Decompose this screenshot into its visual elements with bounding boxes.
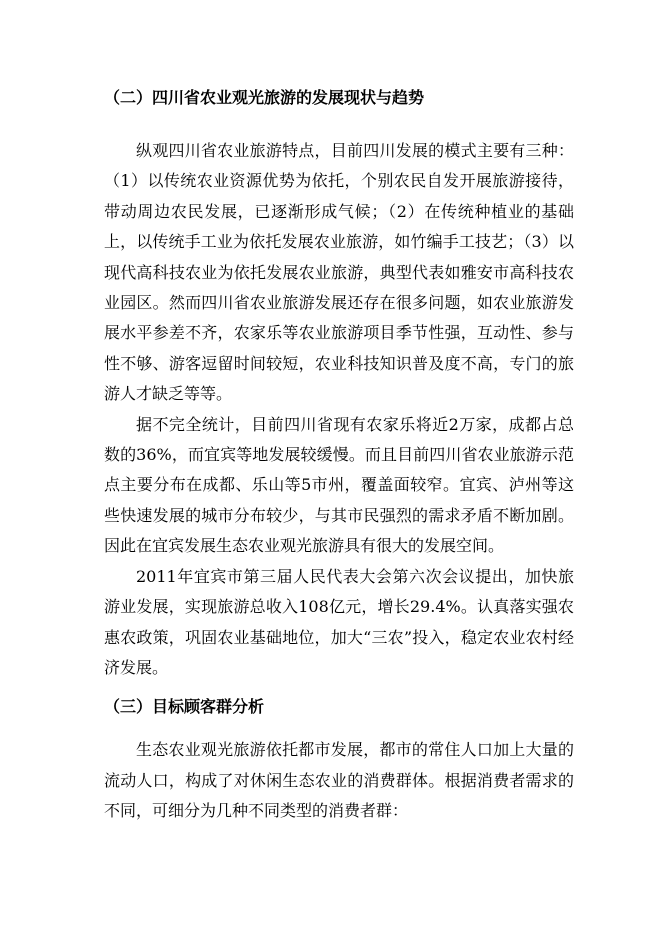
- paragraph-statistics: 据不完全统计，目前四川省现有农家乐将近2万家，成都占总数的36%，而宜宾等地发展较缓慢。而且目前四川省农业旅游示范点主要分布在成都、乐山等5市州，覆盖面较窄。宜宾、泸州等这些快速发展的城市分布较少，与其市民强烈的需求矛盾不断加剧。因此在宜宾发展生态农业观光旅游具有很大的发展空间。: [104, 414, 574, 556]
- paragraph-yibin-2011: 2011年宜宾市第三届人民代表大会第六次会议提出，加快旅游业发展，实现旅游总收入108亿元，增长29.4%。认真落实强农惠农政策，巩固农业基础地位，加大“三农”投入，稳定农业农村经济发展。: [104, 566, 574, 677]
- section-heading-target-customers: （三）目标顾客群分析: [104, 697, 265, 717]
- paragraph-development-modes: 纵观四川省农业旅游特点，目前四川发展的模式主要有三种：（1）以传统农业资源优势为依托，个别农民自发开展旅游接待，带动周边农民发展，已逐渐形成气候；（2）在传统种植业的基础上，以传统手工业为依托发展农业旅游，如竹编手工技艺；（3）以现代高科技农业为依托发展农业旅游，典型代表如雅安市高科技农业园区。然而四川省农业旅游发展还存在很多问题，如农业旅游发展水平参差不齐，农家乐等农业旅游项目季节性强，互动性、参与性不够、游客逗留时间较短，农业科技知识普及度不高，专门的旅游人才缺乏等等。: [104, 141, 574, 404]
- paragraph-customer-groups: 生态农业观光旅游依托都市发展，都市的常住人口加上大量的流动人口，构成了对休闲生态农业的消费群体。根据消费者需求的不同，可细分为几种不同类型的消费者群：: [104, 740, 574, 821]
- section-heading-development-status: （二）四川省农业观光旅游的发展现状与趋势: [104, 88, 425, 107]
